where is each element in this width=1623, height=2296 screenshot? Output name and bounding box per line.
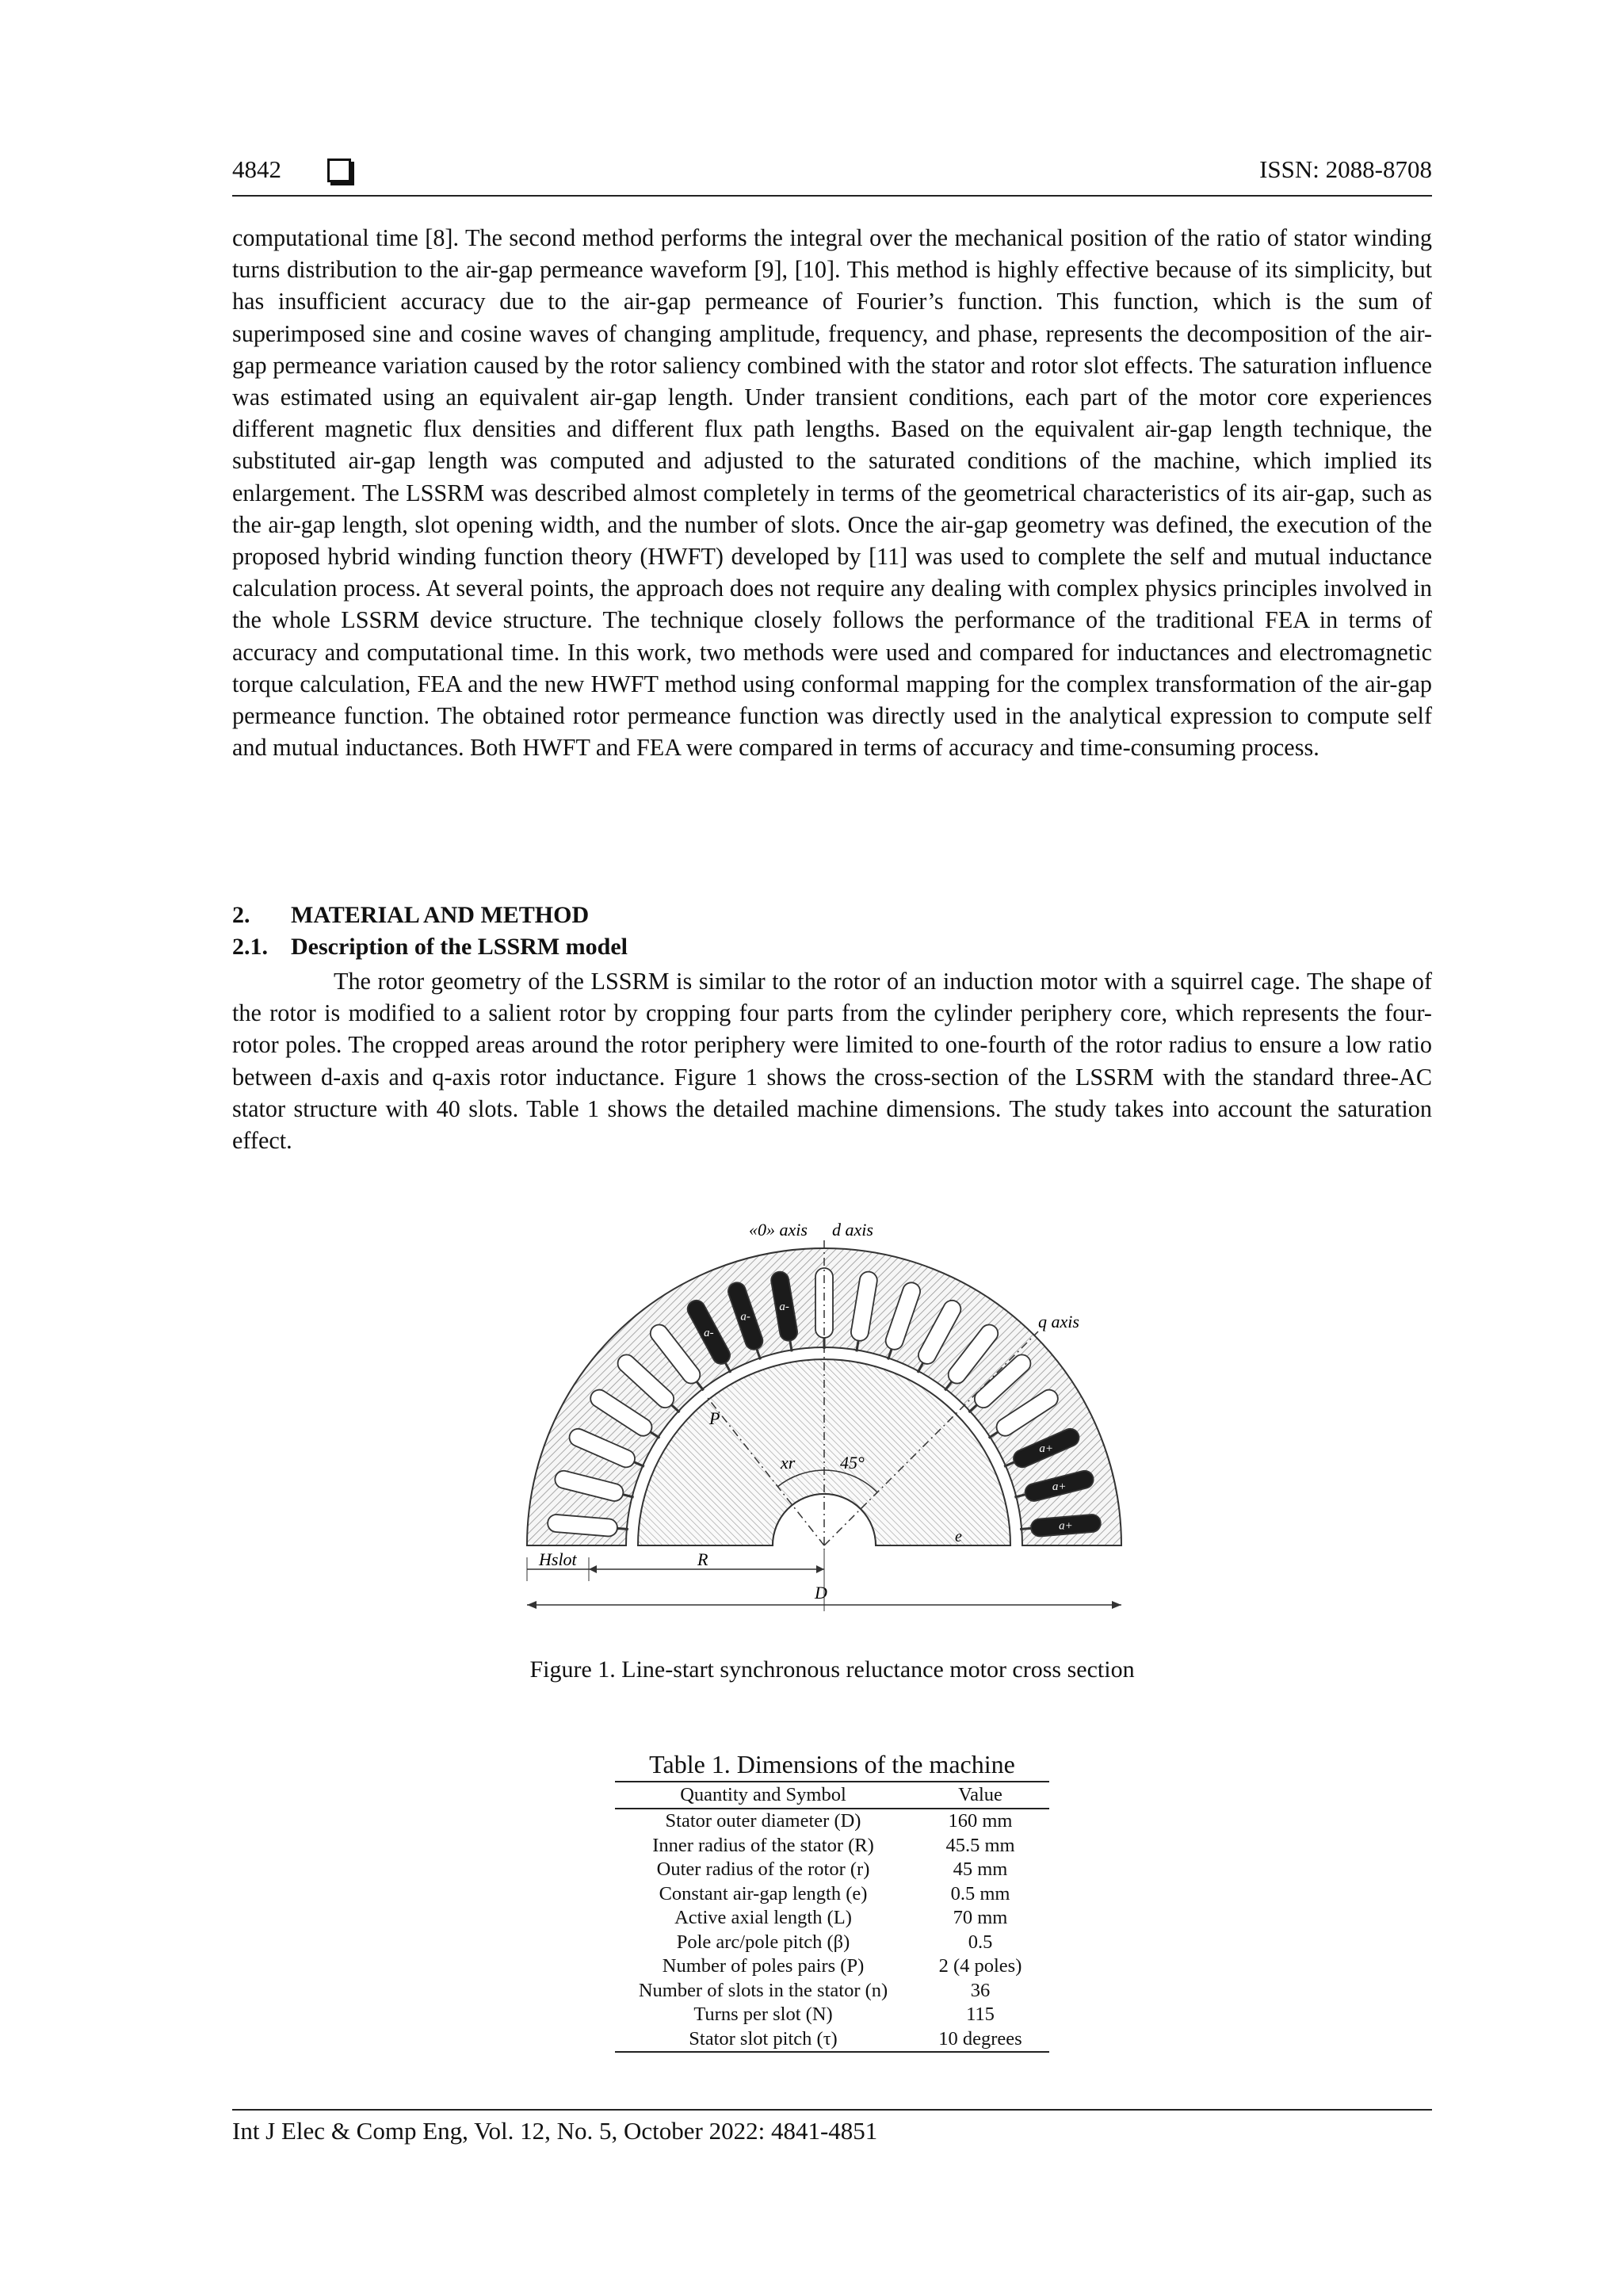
- figure-1-caption: Figure 1. Line-start synchronous reluctance motor cross section: [529, 1656, 1135, 1683]
- table-1: [615, 1750, 1049, 2053]
- cell-value: 70 mm: [953, 1907, 1008, 1929]
- cell-value: 45 mm: [953, 1859, 1008, 1881]
- cell-quantity: Number of slots in the stator (n): [638, 1979, 888, 2001]
- slot-opening: [617, 1528, 628, 1529]
- cell-quantity: Active axial length (L): [674, 1907, 852, 1929]
- slot-opening: [1020, 1528, 1031, 1529]
- table-row: [615, 1931, 1049, 1955]
- subsection-title: Description of the LSSRM model: [291, 934, 628, 960]
- checkbox-square-icon: [327, 159, 351, 182]
- lssrm-diagram: [515, 1217, 1149, 1637]
- d-arrow-right: [1112, 1601, 1121, 1609]
- section-number: 2.: [232, 902, 250, 928]
- coil-label: a+: [1052, 1480, 1067, 1493]
- issn-label: ISSN: 2088-8708: [1259, 155, 1432, 183]
- section-heading-2-1: [232, 934, 628, 961]
- subsection-number: 2.1.: [232, 934, 268, 960]
- dimensions-table: [615, 1781, 1049, 2053]
- coil-label: a-: [779, 1301, 789, 1314]
- body-paragraph-2: The rotor geometry of the LSSRM is similar to the rotor of an induction motor with a squirrel cage. The shape of the rotor is modified to a salient rotor by cropping four parts from the cylinder periphery core, which represents the four-rotor poles. The cropped areas around the rotor periphery were limited to one-fourth of the rotor radius to ensure a low ratio between d-axis and q-axis rotor inductance. Figure 1 shows the cross-section of the LSSRM with the standard three-AC stator structure with 40 slots. Table 1 shows the detailed machine dimensions. The study takes into account the saturation effect.: [232, 968, 1432, 1155]
- label-e: e: [955, 1528, 962, 1545]
- label-d-axis: d axis: [832, 1220, 873, 1240]
- cell-value: 2 (4 poles): [938, 1955, 1022, 1977]
- table-row: [615, 1858, 1049, 1882]
- cell-value: 160 mm: [948, 1810, 1013, 1832]
- table-row: [615, 1834, 1049, 1859]
- label-q-axis: q axis: [1038, 1312, 1079, 1331]
- cell-value: 36: [970, 1979, 991, 2001]
- journal-citation: Int J Elec & Comp Eng, Vol. 12, No. 5, October 2022: 4841-4851: [232, 2117, 878, 2145]
- table-row: [615, 1882, 1049, 1907]
- coil-label: a-: [740, 1310, 750, 1324]
- section-heading-2: [232, 902, 589, 929]
- page-number: 4842: [232, 155, 281, 183]
- label-hslot: Hslot: [539, 1549, 577, 1569]
- table-row: [615, 1979, 1049, 2004]
- cell-quantity: Turns per slot (N): [693, 2004, 833, 2026]
- table-row: [615, 1809, 1049, 1834]
- header-value: Value: [911, 1782, 1049, 1809]
- table-row: [615, 2003, 1049, 2027]
- header-quantity: Quantity and Symbol: [615, 1782, 911, 1809]
- cell-quantity: Stator outer diameter (D): [665, 1810, 861, 1832]
- cell-value: 115: [966, 2004, 995, 2026]
- label-45: 45°: [840, 1453, 865, 1473]
- label-r: R: [697, 1549, 708, 1569]
- label-p: P: [709, 1408, 720, 1428]
- page-footer: [232, 2109, 1432, 2145]
- body-paragraph-1: computational time [8]. The second method performs the integral over the mechanical position of the ratio of stator winding turns distribution to the air-gap permeance waveform [9], [10]. This method is highly effective because of its simplicity, but has insufficient accuracy due to the air-gap permeance of Fourier’s function. This function, which is the sum of superimposed sine and cosine waves of changing amplitude, frequency, and phase, represents the decomposition of the air-gap permeance variation caused by the rotor saliency combined with the stator and rotor slot effects. The saturation influence was estimated using an equivalent air-gap length. Under transient conditions, each part of the motor core experiences different magnetic flux densities and different flux path lengths. Based on the equivalent air-gap length technique, the substituted air-gap length was computed and adjusted to the saturated conditions of the machine, which implied its enlargement. The LSSRM was described almost completely in terms of the geometrical characteristics of its air-gap, such as the air-gap length, slot opening width, and the number of slots. Once the air-gap geometry was defined, the execution of the proposed hybrid winding function theory (HWFT) developed by [11] was used to complete the self and mutual inductance calculation process. At several points, the approach does not require any dealing with complex physics principles involved in the whole LSSRM device structure. The technique closely follows the performance of the traditional FEA in terms of accuracy and computational time. In this work, two methods were used and compared for inductances and electromagnetic torque calculation, FEA and the new HWFT method using conformal mapping for the complex transformation of the air-gap permeance function. The obtained rotor permeance function was directly used in the analytical expression to compute self and mutual inductances. Both HWFT and FEA were compared in terms of accuracy and time-consuming process.: [232, 224, 1432, 762]
- d-arrow-left: [527, 1601, 537, 1609]
- cell-value: 0.5 mm: [950, 1882, 1010, 1904]
- table-header-row: [615, 1782, 1049, 1809]
- section-title: MATERIAL AND METHOD: [291, 902, 590, 928]
- label-d: D: [815, 1583, 827, 1603]
- table-row: [615, 2027, 1049, 2053]
- coil-label: a-: [704, 1326, 714, 1339]
- r-arrow-right: [816, 1565, 824, 1573]
- cell-quantity: Pole arc/pole pitch (β): [676, 1931, 850, 1953]
- cell-quantity: Constant air-gap length (e): [659, 1882, 868, 1904]
- cell-quantity: Number of poles pairs (P): [662, 1955, 865, 1977]
- coil-label: a+: [1039, 1442, 1054, 1456]
- cell-value: 10 degrees: [911, 2027, 1049, 2053]
- coil-label: a+: [1059, 1519, 1073, 1533]
- label-xr: xr: [781, 1453, 796, 1473]
- cell-value: 45.5 mm: [945, 1834, 1015, 1856]
- page-header: [232, 155, 1432, 197]
- figure-1-drawing: [515, 1217, 1149, 1637]
- cell-quantity: Outer radius of the rotor (r): [656, 1859, 870, 1881]
- r-arrow-left: [589, 1565, 597, 1573]
- cell-quantity: Stator slot pitch (τ): [615, 2027, 911, 2053]
- cell-value: 0.5: [968, 1931, 993, 1953]
- table-row: [615, 1954, 1049, 1979]
- label-o-axis: «0» axis: [749, 1220, 808, 1240]
- table-title: Table 1. Dimensions of the machine: [649, 1750, 1015, 1778]
- table-row: [615, 1906, 1049, 1931]
- cell-quantity: Inner radius of the stator (R): [652, 1834, 874, 1856]
